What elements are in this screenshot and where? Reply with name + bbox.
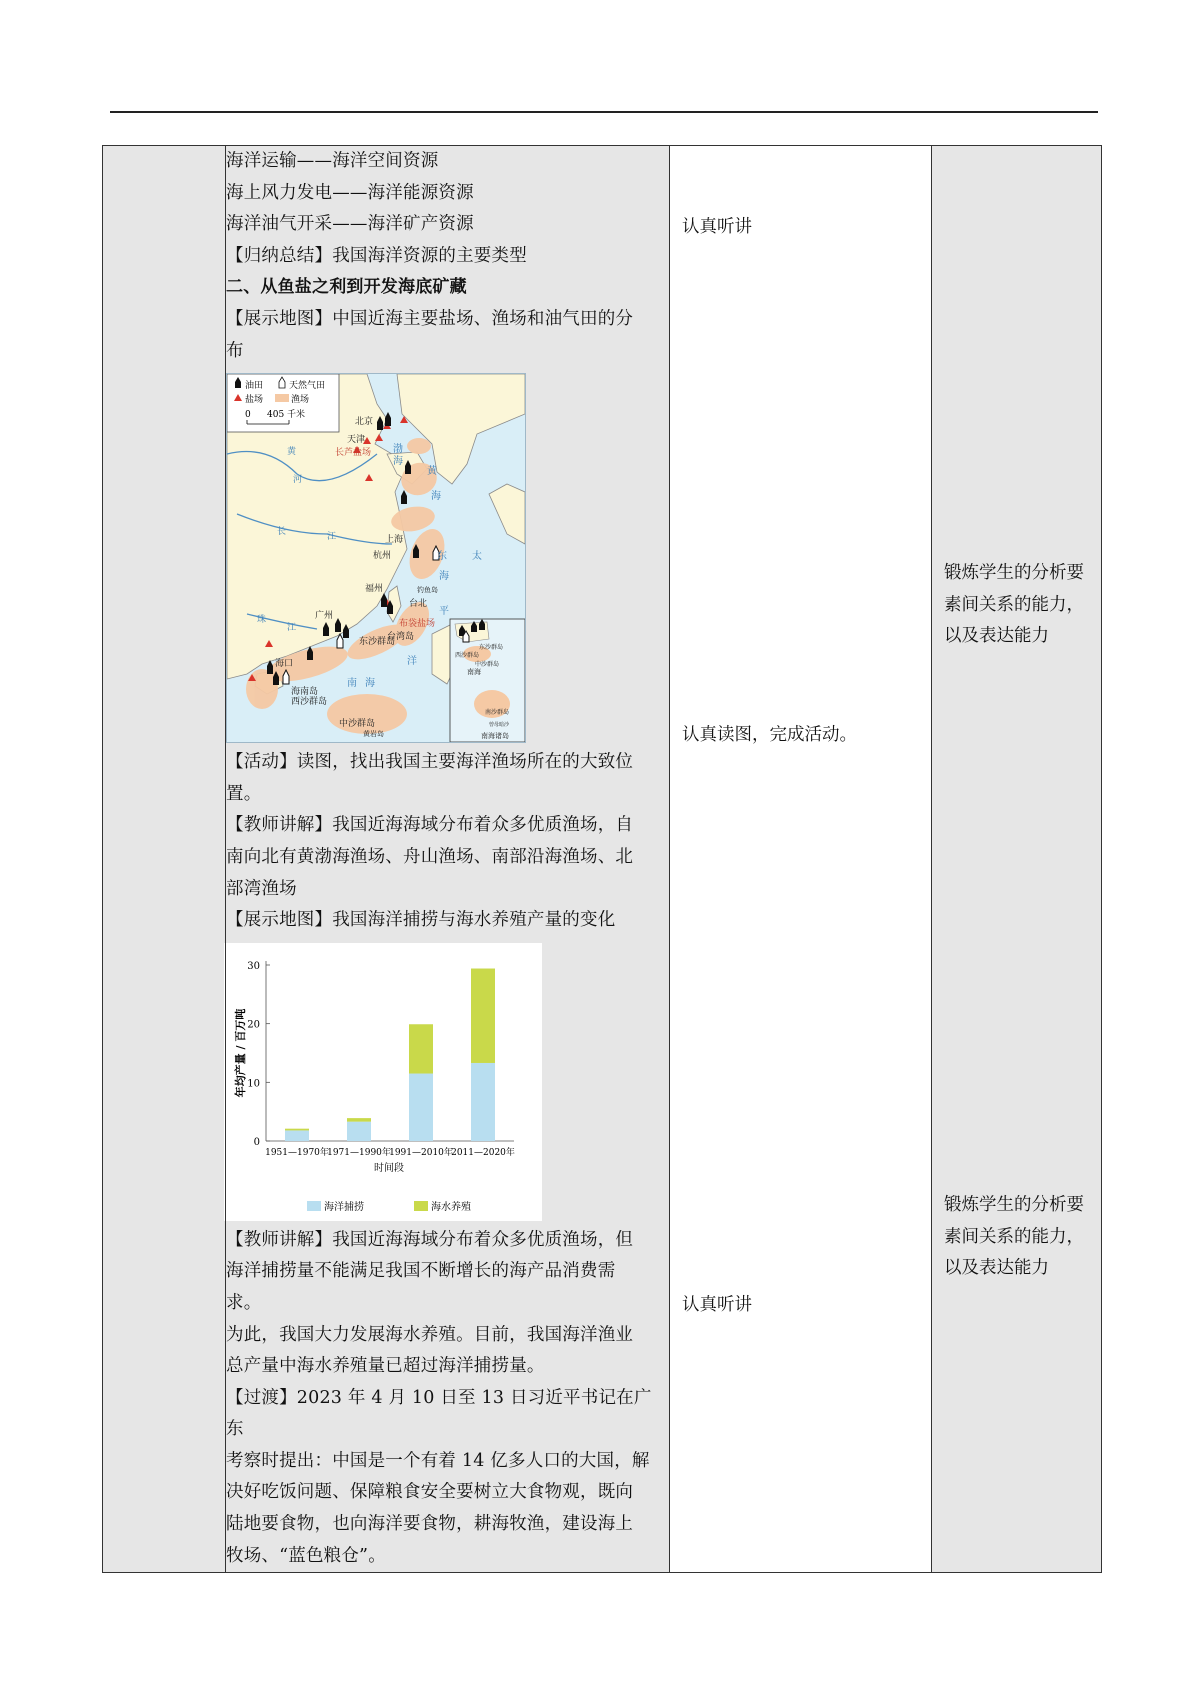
bar-aquaculture [347,1118,371,1122]
student-activity-cell [670,146,932,1573]
water-huang: 黄 [427,466,437,478]
text-line: 陆地要食物，也向海洋要食物，耕海牧渔，建设海上 [226,1514,634,1535]
legend-oil-field: 油田 [245,381,264,392]
text-line: 海洋油气开采——海洋矿产资源 [226,214,474,235]
intent-first [944,558,1084,653]
design-intent-cell [932,146,1102,1573]
intent-line: 素间关系的能力， [944,594,1084,615]
intent-second [944,1190,1084,1285]
river-zhu: 珠 [257,615,267,626]
bar-aquaculture [285,1128,309,1130]
student-listen-1: 认真听讲 [682,217,752,237]
chart-x-label: 时间段 [374,1162,404,1174]
legend-gas-field: 天然气田 [289,381,326,392]
legend-label-capture: 海洋捕捞 [324,1201,364,1213]
place-diaoyu: 钓鱼岛 [417,586,438,595]
legend-label-aquaculture: 海水养殖 [431,1201,471,1213]
legend-swatch-capture [307,1201,321,1211]
inset-zengmu: 曾母暗沙 [489,722,510,729]
place-hainan: 海南岛 [291,687,319,698]
student-read-map: 认真读图，完成活动。 [682,725,857,745]
china-sea-resources-map [226,373,526,743]
lesson-plan-table [102,145,1102,1573]
chart-y-label: 年均产量 / 百万吨 [234,1008,247,1098]
river-zhu-jiang: 江 [287,623,297,634]
inset-nansha: 南沙群岛 [485,709,510,717]
teacher-activity-cell [226,146,670,1573]
bar-capture [285,1130,309,1141]
chart-category-label: 1971—1990年 [327,1147,391,1158]
text-line: 【归纳总结】我国海洋资源的主要类型 [226,245,527,266]
river-jiang: 江 [327,532,337,543]
place-haikou: 海口 [275,659,294,670]
legend-swatch-aquaculture [414,1201,428,1211]
inset-nanhai: 南海 [467,668,481,677]
chart-y-tick-label: 0 [253,1136,260,1148]
water-huang-hai: 海 [431,491,441,503]
place-huangyan: 黄岩岛 [363,730,384,739]
water-ping: 平 [439,606,449,618]
text-line: 部湾渔场 [226,878,297,899]
intent-line: 以及表达能力 [944,626,1049,647]
place-zhongsha: 中沙群岛 [339,719,376,730]
intent-line: 以及表达能力 [944,1258,1049,1279]
place-xisha: 西沙群岛 [291,697,328,708]
text-line: 海洋运输——海洋空间资源 [226,151,439,171]
place-changlu: 长芦盐场 [335,448,372,459]
bar-aquaculture [409,1024,433,1073]
text-line: 考察时提出：中国是一个有着 14 亿多人口的大国，解 [226,1450,650,1471]
chart-y-tick-label: 30 [247,960,260,972]
chart-category-label: 1991—2010年 [389,1147,453,1158]
legend-salt-field: 盐场 [245,395,264,406]
chart-svg [224,943,542,1221]
fishery-production-chart [224,943,542,1221]
scale-value: 405 千米 [267,410,306,421]
chart-y-tick-label: 10 [247,1078,260,1090]
place-beijing: 北京 [355,417,374,428]
place-guangzhou: 广州 [315,611,334,622]
river-huang: 黄 [287,447,297,458]
map-svg [227,374,525,742]
place-buda: 布袋盐场 [399,619,436,630]
chart-category-label: 2011—2020年 [451,1147,515,1158]
student-listen-2: 认真听讲 [682,1295,752,1315]
place-shanghai: 上海 [385,535,404,546]
water-bo-hai: 海 [393,456,403,468]
text-line: 海洋捕捞量不能满足我国不断增长的海产品消费需 [226,1261,616,1282]
lines-top [226,146,669,272]
bar-aquaculture [471,968,495,1062]
text-line: 牧场、“蓝色粮仓”。 [226,1545,386,1566]
water-tai: 太 [472,551,482,563]
text-line: 【展示地图】我国海洋捕捞与海水养殖产量的变化 [226,910,616,931]
inset-dongsha: 东沙群岛 [479,644,504,652]
inset-zhongsha: 中沙群岛 [475,661,500,669]
inset-title: 南海诸岛 [481,732,509,741]
scale-zero: 0 [245,410,251,421]
river-he: 河 [293,475,303,486]
water-nan: 南 [347,678,357,690]
legend-fishery: 渔场 [291,395,310,406]
text-line: 总产量中海水养殖量已超过海洋捕捞量。 [226,1356,545,1377]
water-yang: 洋 [407,656,417,668]
place-taibei: 台北 [409,599,428,610]
intent-line: 素间关系的能力， [944,1226,1084,1247]
water-dong-hai: 海 [439,571,449,583]
place-tianjin: 天津 [347,435,366,446]
bar-capture [471,1063,495,1141]
place-dongsha: 东沙群岛 [359,637,396,648]
water-bo: 渤 [393,444,403,456]
text-line: 南向北有黄渤海渔场、舟山渔场、南部沿海渔场、北 [226,846,634,867]
intent-line: 锻炼学生的分析要 [944,1195,1084,1215]
text-line: 为此，我国大力发展海水养殖。目前，我国海洋渔业 [226,1324,634,1345]
header-rule [110,111,1098,113]
text-line: 【展示地图】中国近海主要盐场、渔场和油气田的分 [226,308,634,329]
water-nan-hai: 海 [365,678,375,690]
chart-category-label: 1951—1970年 [265,1147,329,1158]
inset-xisha: 西沙群岛 [455,652,480,660]
section-heading: 二、从鱼盐之利到开发海底矿藏 [226,277,467,298]
text-line: 【过渡】2023 年 4 月 10 日至 13 日习近平书记在广东 [226,1387,652,1440]
place-hangzhou: 杭州 [373,551,392,562]
text-line: 求。 [226,1292,262,1313]
text-line: 【教师讲解】我国近海海域分布着众多优质渔场，自 [226,815,634,836]
text-line: 海上风力发电——海洋能源资源 [226,182,474,203]
chart-y-tick-label: 20 [247,1019,260,1031]
text-line: 布 [226,340,244,361]
text-line: 【活动】读图，找出我国主要海洋渔场所在的大致位 [226,752,634,773]
text-line: 置。 [226,783,262,804]
stage-cell [103,146,226,1573]
bar-capture [347,1121,371,1140]
intent-line: 锻炼学生的分析要 [944,563,1084,583]
place-taiwan: 台湾岛 [387,632,415,643]
bar-capture [409,1073,433,1140]
river-chang: 长 [277,527,287,538]
text-line: 决好吃饭问题、保障粮食安全要树立大食物观，既向 [226,1482,634,1503]
text-line: 【教师讲解】我国近海海域分布着众多优质渔场，但 [226,1229,634,1250]
place-fuzhou: 福州 [365,584,384,595]
water-dong: 东 [437,551,447,563]
